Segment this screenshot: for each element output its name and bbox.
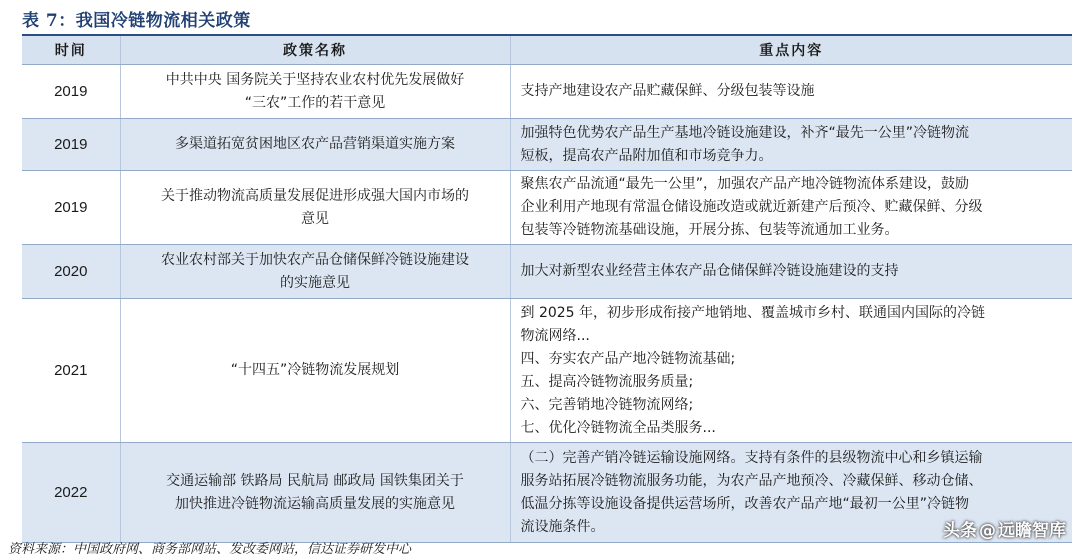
content-line: 物流网络... — [520, 327, 590, 344]
policy-line: 多渠道拓宽贫困地区农产品营销渠道实施方案 — [175, 136, 455, 152]
policy-cell — [120, 245, 510, 299]
policy-cell — [120, 119, 510, 171]
table-row — [22, 119, 1072, 171]
watermark-at: @ — [979, 521, 996, 541]
content-line: 六、完善销地冷链物流网络; — [520, 396, 694, 413]
policy-line: 中共中央 国务院关于坚持农业农村优先发展做好 — [165, 71, 465, 88]
header-content: 重点内容 — [510, 36, 1072, 65]
source-note: 资料来源：中国政府网、商务部网站、发改委网站，信达证券研发中心 — [8, 542, 412, 557]
policy-table — [22, 36, 1072, 543]
content-cell — [510, 245, 1072, 299]
content-line: 支持产地建设农产品贮藏保鲜、分级包装等设施 — [520, 83, 815, 99]
content-cell — [510, 171, 1072, 245]
content-cell — [510, 65, 1072, 119]
year-cell: 2022 — [22, 443, 120, 543]
policy-line: 意见 — [301, 210, 329, 227]
content-cell — [510, 119, 1072, 171]
policy-line: “三农”工作的若干意见 — [244, 94, 386, 111]
content-line: 到 2025 年，初步形成衔接产地销地、覆盖城市乡村、联通国内国际的冷链 — [520, 304, 986, 321]
policy-line: 交通运输部 铁路局 民航局 邮政局 国铁集团关于 — [166, 472, 464, 489]
header-year: 时间 — [22, 36, 120, 65]
content-line: 五、提高冷链物流服务质量; — [520, 373, 694, 390]
year-cell: 2019 — [22, 119, 120, 171]
header-policy: 政策名称 — [120, 36, 510, 65]
header-row — [22, 36, 1072, 65]
table-row — [22, 299, 1072, 443]
policy-line: 农业农村部关于加快农产品仓储保鲜冷链设施建设 — [161, 251, 469, 268]
policy-cell — [120, 299, 510, 443]
table-row — [22, 171, 1072, 245]
watermark-prefix: 头条 — [943, 521, 977, 541]
content-line: 七、优化冷链物流全品类服务... — [520, 419, 716, 436]
year-cell: 2019 — [22, 65, 120, 119]
year-cell: 2021 — [22, 299, 120, 443]
policy-cell — [120, 443, 510, 543]
content-line: 加大对新型农业经营主体农产品仓储保鲜冷链设施建设的支持 — [520, 263, 899, 279]
policy-line: “十四五”冷链物流发展规划 — [230, 362, 400, 378]
policy-line: 关于推动物流高质量发展促进形成强大国内市场的 — [161, 187, 469, 204]
content-line: 短板，提高农产品附加值和市场竞争力。 — [520, 147, 773, 164]
content-line: 服务站拓展冷链物流服务功能，为农产品产地预冷、冷藏保鲜、移动仓储、 — [520, 472, 983, 489]
table-row — [22, 443, 1072, 543]
content-line: 企业利用产地现有常温仓储设施改造或就近新建产后预冷、贮藏保鲜、分级 — [520, 199, 983, 215]
year-cell: 2019 — [22, 171, 120, 245]
content-line: 流设施条件。 — [520, 518, 605, 535]
policy-line: 的实施意见 — [280, 274, 350, 291]
year-cell: 2020 — [22, 245, 120, 299]
policy-cell — [120, 65, 510, 119]
policy-line: 加快推进冷链物流运输高质量发展的实施意见 — [175, 495, 455, 512]
content-line: （二）完善产销冷链运输设施网络。支持有条件的县级物流中心和乡镇运输 — [520, 449, 983, 466]
content-line: 加强特色优势农产品生产基地冷链设施建设，补齐“最先一公里”冷链物流 — [520, 124, 970, 141]
content-line: 包装等冷链物流基础设施，开展分拣、包装等流通加工业务。 — [520, 222, 899, 238]
content-line: 四、夯实农产品产地冷链物流基础; — [520, 350, 736, 367]
table-row — [22, 245, 1072, 299]
table-row — [22, 65, 1072, 119]
table-title: 表 7：我国冷链物流相关政策 — [22, 11, 251, 31]
content-line: 低温分拣等设施设备提供运营场所，改善农产品产地“最初一公里”冷链物 — [520, 495, 970, 512]
watermark — [943, 516, 1066, 541]
content-cell — [510, 299, 1072, 443]
policy-cell — [120, 171, 510, 245]
content-line: 聚焦农产品流通“最先一公里”，加强农产品产地冷链物流体系建设，鼓励 — [520, 176, 970, 192]
watermark-name: 远瞻智库 — [998, 521, 1066, 541]
